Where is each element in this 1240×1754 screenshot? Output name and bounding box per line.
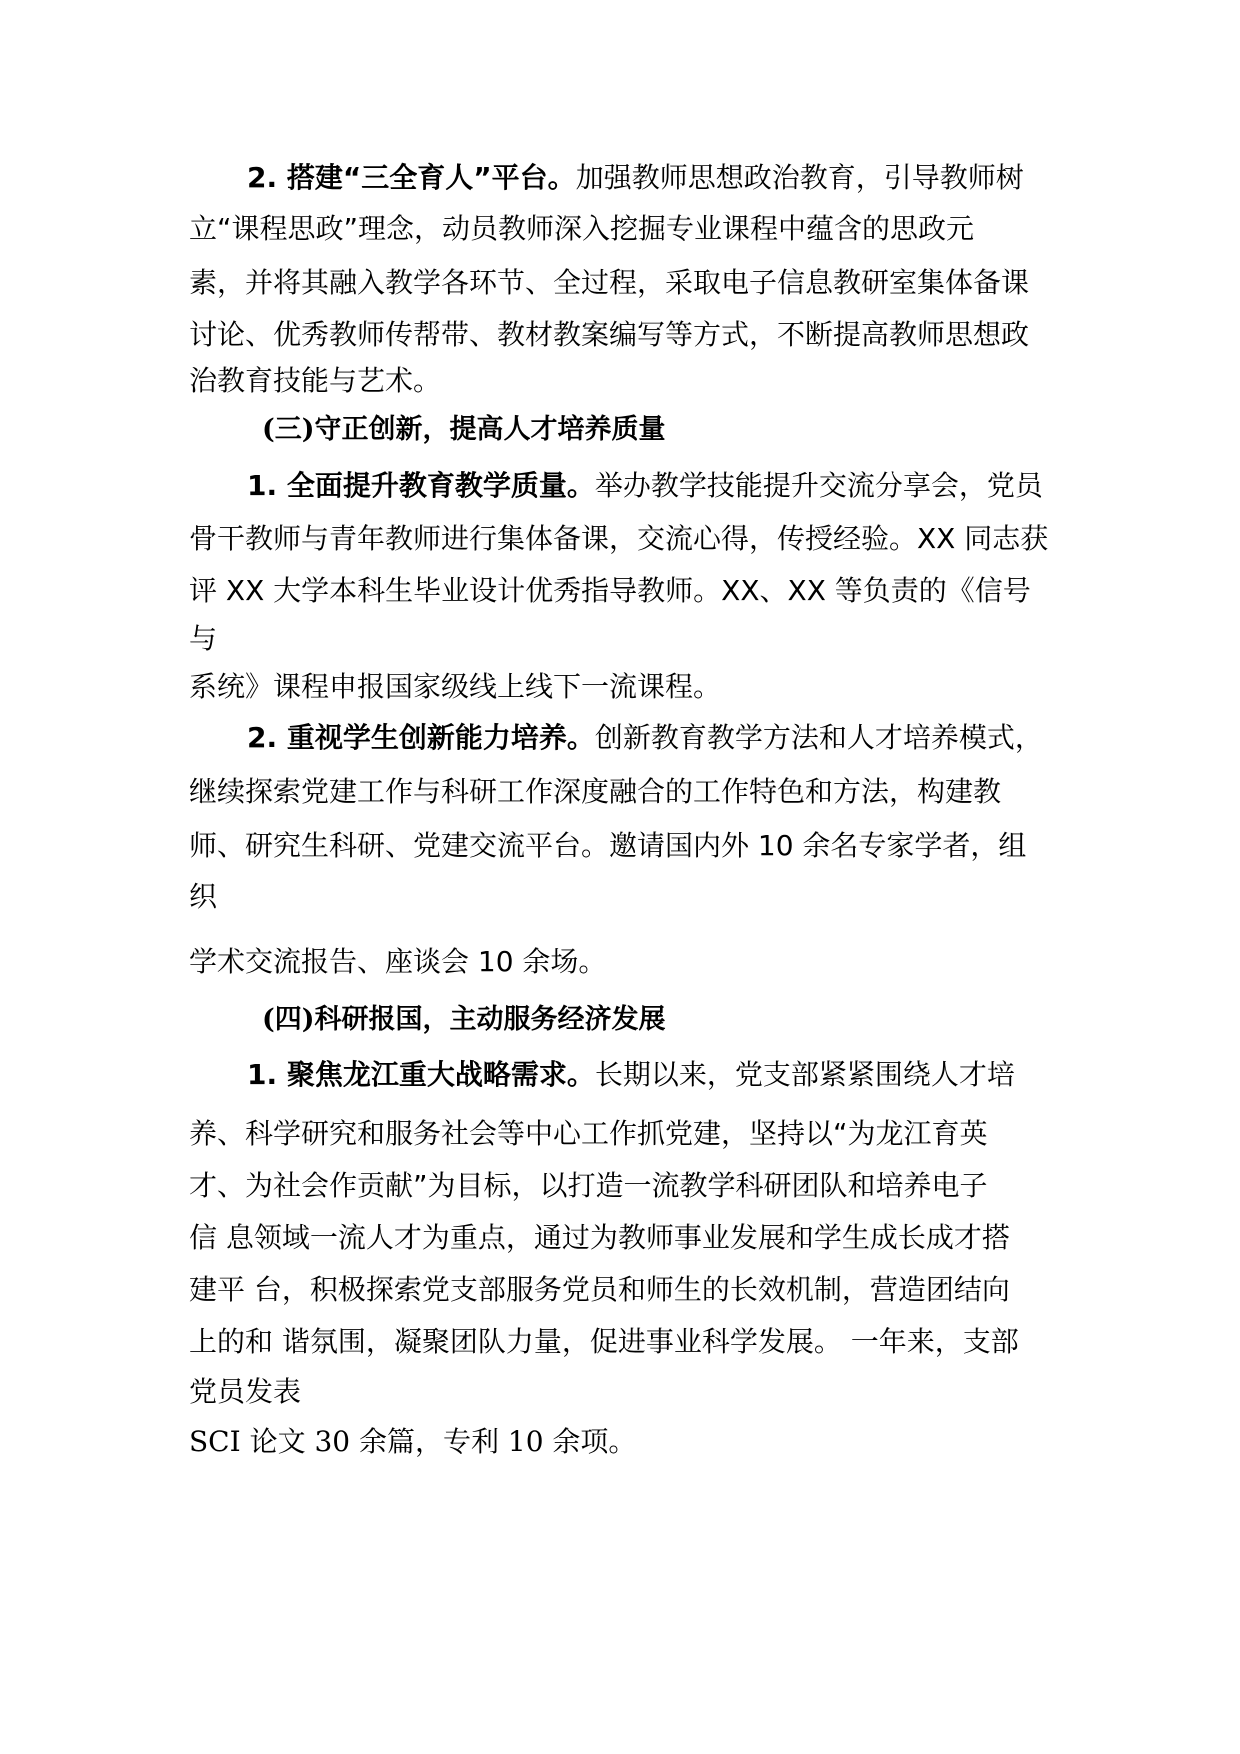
item-title: 1. 聚焦龙江重大战略需求。 — [247, 1058, 595, 1091]
section-heading: (三)守正创新，提高人才培养质量 — [262, 414, 666, 445]
line-text: 长期以来，党支部紧紧围绕人才培 — [594, 1058, 1015, 1091]
paragraph-line: 立“课程思政”理念，动员教师深入挖掘专业课程中蕴含的思政元 — [189, 212, 975, 245]
paragraph-line: 治教育技能与艺术。 — [189, 364, 442, 397]
item-title: 2. 重视学生创新能力培养。 — [247, 721, 595, 754]
paragraph-line: 继续探索党建工作与科研工作深度融合的工作特色和方法，构建教 — [189, 775, 1002, 808]
paragraph-line: 养、科学研究和服务社会等中心工作抓党建，坚持以“为龙江育英 — [189, 1117, 988, 1150]
line-text: 加强教师思想政治教育，引导教师树 — [575, 161, 1024, 194]
paragraph-line: 系统》课程申报国家级线上线下一流课程。 — [189, 670, 722, 703]
paragraph-line — [247, 466, 1043, 506]
paragraph-line: 信 息领域一流人才为重点，通过为教师事业发展和学生成长成才搭 — [189, 1221, 1010, 1254]
section-heading: (四)科研报国，主动服务经济发展 — [262, 1004, 666, 1035]
paragraph-line: 党员发表 — [189, 1375, 302, 1408]
paragraph-line: SCI 论文 30 余篇，专利 10 余项。 — [189, 1425, 637, 1458]
paragraph-line: 讨论、优秀教师传帮带、教材教案编写等方式，不断提高教师思想政 — [189, 318, 1030, 351]
item-title: 2. 搭建“三全育人”平台。 — [247, 161, 576, 194]
paragraph-line: 与 — [189, 622, 218, 655]
paragraph-line: 建平 台，积极探索党支部服务党员和师生的长效机制，营造团结向 — [189, 1273, 1010, 1306]
paragraph-line: 素，并将其融入教学各环节、全过程，采取电子信息教研室集体备课 — [189, 266, 1030, 299]
line-text: 创新教育教学方法和人才培养模式， — [594, 721, 1043, 754]
paragraph-line — [247, 1055, 1015, 1095]
line-text: 举办教学技能提升交流分享会，党员 — [594, 469, 1043, 502]
paragraph-line: 评 XX 大学本科生毕业设计优秀指导教师。XX、XX 等负责的《信号 — [189, 574, 1031, 607]
paragraph-line: 学术交流报告、座谈会 10 余场。 — [189, 945, 607, 978]
paragraph-line: 织 — [189, 880, 218, 913]
paragraph-line: 骨干教师与青年教师进行集体备课，交流心得，传授经验。XX 同志获 — [189, 522, 1049, 555]
item-title: 1. 全面提升教育教学质量。 — [247, 469, 595, 502]
paragraph-line: 师、研究生科研、党建交流平台。邀请国内外 10 余名专家学者，组 — [189, 829, 1027, 862]
paragraph-line — [247, 158, 1024, 198]
paragraph-line: 上的和 谐氛围，凝聚团队力量，促进事业科学发展。 一年来，支部 — [189, 1325, 1019, 1358]
paragraph-line — [247, 718, 1043, 758]
paragraph-line: 才、为社会作贡献”为目标，以打造一流教学科研团队和培养电子 — [189, 1169, 988, 1202]
